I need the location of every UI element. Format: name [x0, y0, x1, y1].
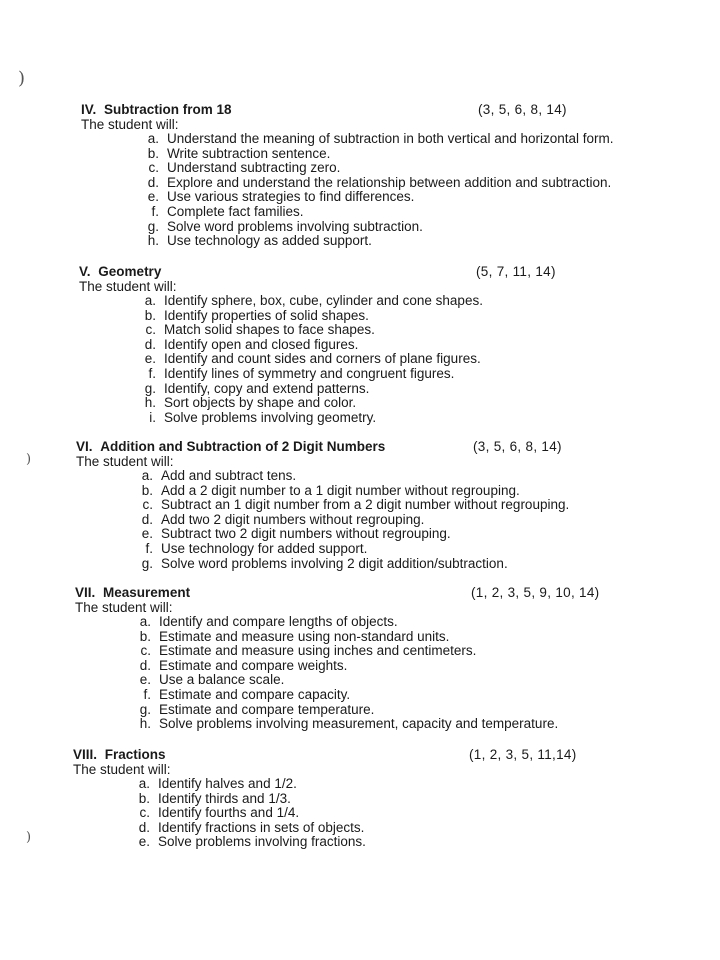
list-item — [145, 147, 681, 162]
section-title: Subtraction from 18 — [104, 102, 232, 117]
objective-list — [137, 615, 675, 732]
section-references: (1, 2, 3, 5, 9, 10, 14) — [471, 585, 600, 600]
item-text: Identify fractions in sets of objects. — [158, 819, 365, 835]
item-text: Identify and compare lengths of objects. — [159, 614, 398, 629]
item-letter: b. — [147, 145, 159, 161]
item-text: Use technology as added support. — [167, 233, 372, 249]
item-letter: d. — [147, 174, 159, 190]
section-intro: The student will: — [79, 279, 177, 294]
section-heading — [73, 746, 673, 763]
list-item — [136, 792, 673, 807]
item-text: Complete fact families. — [167, 203, 304, 219]
list-item — [139, 527, 676, 542]
item-letter: g. — [141, 555, 153, 571]
list-item — [136, 821, 673, 836]
list-item — [137, 688, 675, 703]
section-intro: The student will: — [73, 762, 171, 777]
item-letter: b. — [144, 307, 156, 323]
list-item — [145, 161, 681, 176]
item-text: Identify and count sides and corners of plane figures. — [164, 351, 481, 367]
section-references: (3, 5, 6, 8, 14) — [478, 102, 567, 117]
scan-mark: ) — [26, 830, 32, 845]
item-text: Estimate and compare capacity. — [159, 686, 351, 702]
list-item — [142, 352, 679, 367]
section-heading — [81, 101, 681, 118]
list-item — [139, 469, 676, 484]
item-text: Solve problems involving fractions. — [158, 834, 366, 850]
item-letter: e. — [138, 834, 150, 850]
item-text: Add and subtract tens. — [161, 468, 297, 483]
list-item — [139, 513, 676, 528]
item-letter: f. — [143, 686, 151, 702]
section-title: Measurement — [103, 585, 191, 600]
list-item — [137, 717, 675, 732]
item-text: Solve problems involving measurement, capacity and temperature. — [159, 716, 559, 732]
list-item — [139, 484, 676, 499]
item-letter: g. — [144, 380, 156, 396]
item-text: Estimate and compare weights. — [159, 657, 348, 673]
objective-list — [139, 469, 676, 571]
section-intro: The student will: — [81, 117, 179, 132]
item-text: Subtract two 2 digit numbers without regrouping. — [161, 526, 451, 542]
item-letter: e. — [139, 672, 151, 688]
item-text: Understand the meaning of subtraction in both vertical and horizontal form. — [167, 131, 614, 146]
item-letter: c. — [148, 160, 159, 176]
item-text: Identify properties of solid shapes. — [164, 307, 369, 323]
section-number: IV. — [81, 102, 97, 117]
section-title: Fractions — [104, 747, 166, 762]
item-text: Use a balance scale. — [159, 672, 285, 688]
item-text: Identify, copy and extend patterns. — [164, 380, 370, 396]
item-text: Write subtraction sentence. — [167, 145, 331, 161]
item-letter: d. — [144, 336, 156, 352]
section-references: (1, 2, 3, 5, 11,14) — [469, 747, 577, 762]
section-title: Addition and Subtraction of 2 Digit Numbers — [100, 439, 386, 454]
item-text: Identify halves and 1/2. — [158, 776, 297, 791]
item-text: Identify open and closed figures. — [164, 336, 359, 352]
list-item — [142, 294, 679, 309]
section-references: (5, 7, 11, 14) — [476, 264, 556, 279]
item-text: Estimate and measure using non-standard units. — [159, 628, 450, 644]
item-letter: d. — [141, 511, 153, 527]
list-item — [139, 542, 676, 557]
item-letter: c. — [140, 643, 151, 659]
item-text: Use various strategies to find differences. — [167, 189, 415, 205]
item-text: Solve word problems involving 2 digit addition/subtraction. — [161, 555, 508, 571]
list-item — [145, 205, 681, 220]
section-intro: The student will: — [76, 454, 174, 469]
section-heading — [79, 263, 679, 280]
objective-list — [145, 132, 681, 249]
list-item — [136, 806, 673, 821]
item-letter: h. — [139, 716, 151, 732]
section-subtraction — [81, 101, 681, 249]
item-letter: b. — [141, 482, 153, 498]
list-item — [142, 338, 679, 353]
list-item — [142, 382, 679, 397]
list-item — [142, 411, 679, 426]
list-item — [145, 132, 681, 147]
section-heading — [75, 584, 675, 601]
list-item — [137, 703, 675, 718]
list-item — [145, 176, 681, 191]
item-text: Sort objects by shape and color. — [164, 395, 357, 411]
list-item — [137, 630, 675, 645]
item-letter: a. — [139, 614, 151, 629]
item-letter: a. — [144, 293, 156, 308]
item-text: Use technology for added support. — [161, 540, 368, 556]
item-letter: h. — [144, 395, 156, 411]
section-title: Geometry — [98, 264, 162, 279]
section-number: V. — [79, 264, 91, 279]
item-text: Solve problems involving geometry. — [164, 409, 377, 425]
item-letter: c. — [139, 805, 150, 821]
item-letter: e. — [147, 189, 159, 205]
item-letter: b. — [138, 790, 150, 806]
list-item — [142, 367, 679, 382]
section-fractions — [73, 746, 673, 850]
item-letter: c. — [142, 497, 153, 513]
list-item — [145, 234, 681, 249]
section-references: (3, 5, 6, 8, 14) — [473, 439, 562, 454]
item-text: Explore and understand the relationship between addition and subtraction. — [167, 174, 612, 190]
item-letter: i. — [149, 409, 156, 425]
item-letter: e. — [141, 526, 153, 542]
item-text: Identify fourths and 1/4. — [158, 805, 300, 821]
item-text: Identify sphere, box, cube, cylinder and cone shapes. — [164, 293, 483, 308]
section-number: VI. — [76, 439, 93, 454]
list-item — [145, 220, 681, 235]
item-text: Add a 2 digit number to a 1 digit number without regrouping. — [161, 482, 520, 498]
section-intro: The student will: — [75, 600, 173, 615]
item-text: Add two 2 digit numbers without regrouping. — [161, 511, 425, 527]
item-letter: d. — [139, 657, 151, 673]
item-text: Estimate and compare temperature. — [159, 701, 375, 717]
item-text: Understand subtracting zero. — [167, 160, 341, 176]
item-letter: a. — [141, 468, 153, 483]
item-letter: a. — [138, 776, 150, 791]
item-letter: g. — [139, 701, 151, 717]
item-letter: e. — [144, 351, 156, 367]
scan-mark: ) — [18, 68, 26, 89]
item-letter: f. — [148, 365, 156, 381]
objective-list — [136, 777, 673, 850]
item-letter: h. — [147, 233, 159, 249]
objective-list — [142, 294, 679, 425]
section-number: VIII. — [73, 747, 98, 762]
item-letter: a. — [147, 131, 159, 146]
list-item — [139, 557, 676, 572]
item-text: Estimate and measure using inches and centimeters. — [159, 643, 477, 659]
section-heading — [76, 438, 676, 455]
list-item — [142, 323, 679, 338]
section-measurement — [75, 584, 675, 732]
item-letter: f. — [151, 203, 159, 219]
list-item — [137, 644, 675, 659]
list-item — [137, 673, 675, 688]
section-number: VII. — [75, 585, 96, 600]
list-item — [142, 396, 679, 411]
section-geometry — [79, 263, 679, 425]
item-text: Identify lines of symmetry and congruent figures. — [164, 365, 455, 381]
item-letter: c. — [145, 322, 156, 338]
scan-mark: ) — [26, 452, 32, 467]
list-item — [137, 659, 675, 674]
list-item — [139, 498, 676, 513]
item-text: Subtract an 1 digit number from a 2 digit number without regrouping. — [161, 497, 570, 513]
list-item — [145, 190, 681, 205]
item-letter: d. — [138, 819, 150, 835]
list-item — [142, 309, 679, 324]
item-letter: f. — [145, 540, 153, 556]
item-text: Match solid shapes to face shapes. — [164, 322, 375, 338]
list-item — [136, 777, 673, 792]
section-two-digit — [76, 438, 676, 571]
item-letter: g. — [147, 218, 159, 234]
list-item — [136, 835, 673, 850]
item-text: Identify thirds and 1/3. — [158, 790, 291, 806]
item-text: Solve word problems involving subtraction. — [167, 218, 423, 234]
list-item — [137, 615, 675, 630]
item-letter: b. — [139, 628, 151, 644]
